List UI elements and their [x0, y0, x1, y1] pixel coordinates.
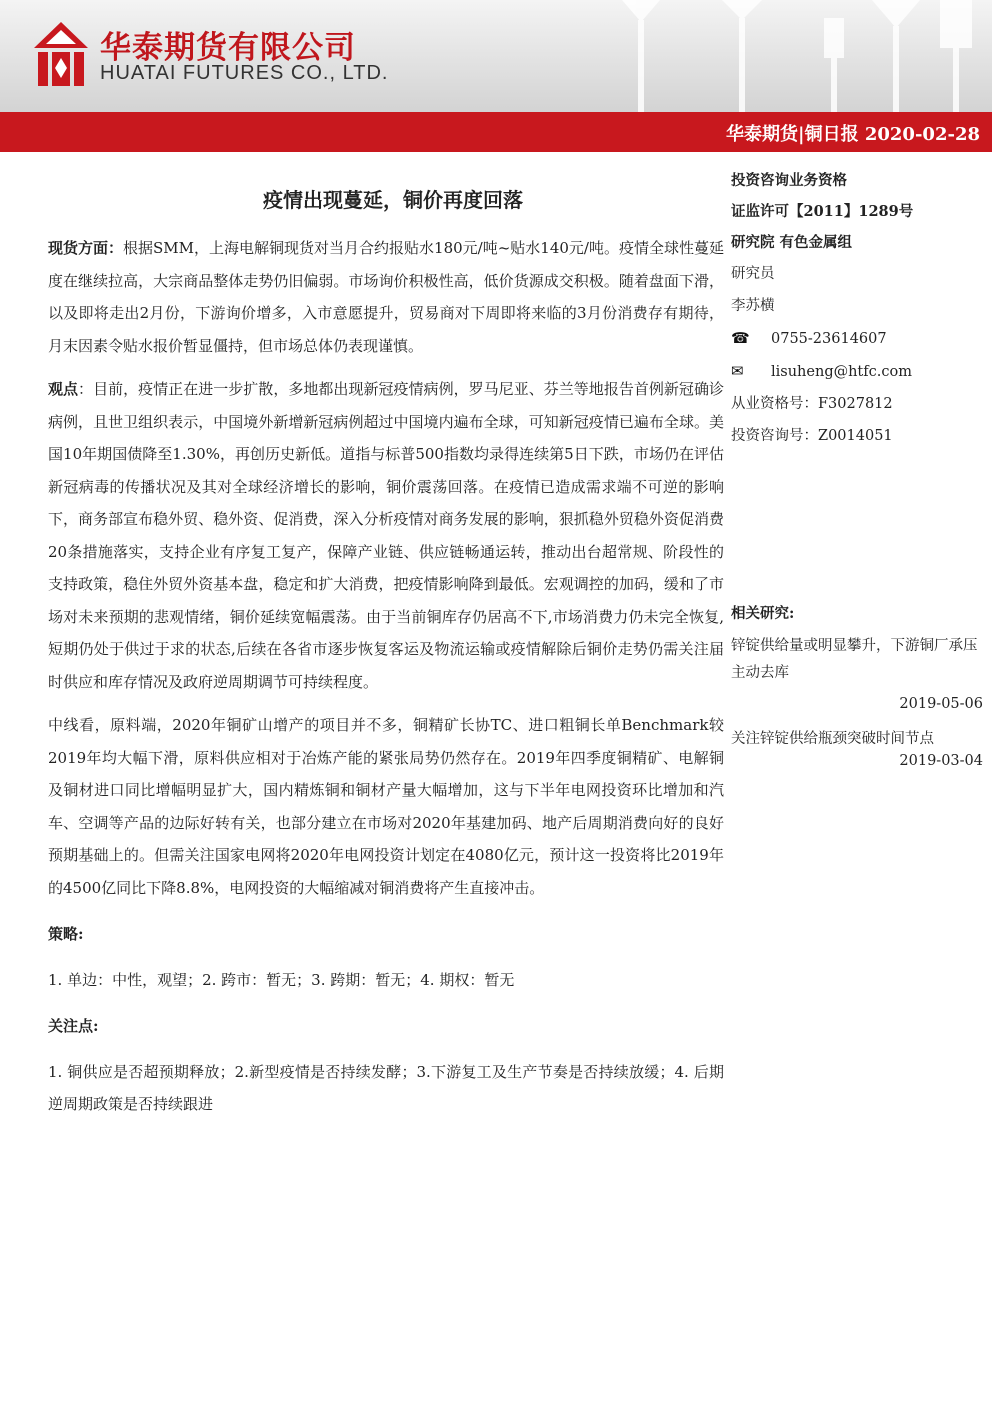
focus-text: 1. 铜供应是否超预期释放；2.新型疫情是否持续发酵；3.下游复工及生产节奏是否持续放缓；4. 后期逆周期政策是否持续跟进 — [48, 1062, 724, 1113]
company-name-en: HUATAI FUTURES CO., LTD. — [100, 62, 389, 84]
email-row — [731, 355, 983, 388]
phone-icon: ☎ — [731, 329, 750, 347]
related-research — [731, 598, 983, 772]
company-logo — [34, 22, 88, 86]
strategy-heading: 策略: — [48, 925, 84, 943]
phone-number: 0755-23614607 — [771, 331, 887, 347]
related-item-date: 2019-03-04 — [899, 753, 983, 769]
report-banner-text: 华泰期货|铜日报 2020-02-28 — [726, 124, 980, 145]
view-text: ：目前，疫情正在进一步扩散，多地都出现新冠疫情病例，罗马尼亚、芬兰等地报告首例新冠确诊病例，且世卫组织表示，中国境外新增新冠病例超过中国境内遍布全球，可知新冠疫情已遍布全球。美国10年期国债降至1.30%，再创历史新低。道指与标普500指数均录得连续第5日下跌，市场仍在评估新冠病毒的传播状况及其对全球经济增长的影响，铜价震荡回落。在疫情已造成需求端不可逆的影响下，商务部宣布稳外贸、稳外资、促消费，深入分析疫情对商务发展的影响，狠抓稳外贸稳外资促消费20条措施落实，支持企业有序复工复产，保障产业链、供应链畅通运转，推动出台超常规、阶段性的支持政策，稳住外贸外资基本盘，稳定和扩大消费，把疫情影响降到最低。宏观调控的加码，缓和了市场对未来预期的悲观情绪，铜价延续宽幅震荡。由于当前铜库存仍居高不下,市场消费力仍未完全恢复,短期仍处于供过于求的状态,后续在各省市逐步恢复客运及物流运输或疫情解除后铜价走势仍需关注届时供应和库存情况及政府逆周期调节可持续程度。 — [48, 380, 724, 691]
analyst-sidebar — [731, 165, 983, 452]
midterm-paragraph: 中线看，原料端，2020年铜矿山增产的项目并不多，铜精矿长协TC、进口粗铜长单Benchmark较2019年均大幅下滑，原料供应相对于冶炼产能的紧张局势仍然存在。2019年四季度铜精矿、电解铜及铜材进口同比增幅明显扩大，国内精炼铜和铜材产量大幅增加，这与下半年电网投资环比增加和汽车、空调等产品的边际好转有关，也部分建立在市场对2020年基建加码、地产后周期消费向好的良好预期基础上的。但需关注国家电网将2020年电网投资计划定在4080亿元，预计这一投资将比2019年的4500亿同比下降8.8%，电网投资的大幅缩减对铜消费将产生直接冲击。 — [48, 716, 724, 897]
email-address[interactable]: lisuheng@htfc.com — [771, 364, 912, 380]
related-item[interactable]: 关注锌锭供给瓶颈突破时间节点 — [731, 731, 934, 747]
report-banner — [0, 112, 992, 152]
focus-heading: 关注点: — [48, 1017, 99, 1035]
view-paragraph — [48, 373, 724, 698]
company-name-cn: 华泰期货有限公司 — [100, 30, 356, 66]
certificate-number: 从业资格号：F3027812 — [731, 396, 893, 412]
phone-row — [731, 322, 983, 355]
consult-number: 投资咨询号：Z0014051 — [731, 428, 893, 444]
department: 研究院 有色金属组 — [731, 234, 853, 251]
report-body — [48, 180, 724, 1132]
analyst-name: 李苏横 — [731, 298, 775, 314]
license-number: 证监许可【2011】1289号 — [731, 203, 914, 220]
strategy-text: 1. 单边：中性，观望；2. 跨市：暂无；3. 跨期：暂无；4. 期权：暂无 — [48, 970, 515, 989]
related-item-date: 2019-05-06 — [899, 696, 983, 712]
spot-label: 现货方面： — [48, 239, 124, 257]
report-title: 疫情出现蔓延，铜价再度回落 — [263, 188, 523, 212]
spot-paragraph — [48, 232, 724, 362]
related-item[interactable]: 锌锭供给量或明显攀升，下游铜厂承压主动去库 — [731, 638, 978, 681]
page-header — [0, 0, 992, 112]
spot-text: 根据SMM，上海电解铜现货对当月合约报贴水180元/吨~贴水140元/吨。疫情全球性蔓延度在继续拉高，大宗商品整体走势仍旧偏弱。市场询价积极性高，低价货源成交积极。随着盘面下滑，以及即将走出2月份，下游询价增多，入市意愿提升，贸易商对下周即将来临的3月份消费存有期待，月末因素令贴水报价暂显僵持，但市场总体仍表现谨慎。 — [48, 239, 724, 355]
header-decoration — [472, 0, 992, 112]
related-title: 相关研究: — [731, 605, 795, 622]
analyst-role: 研究员 — [731, 266, 775, 282]
view-label: 观点 — [48, 380, 79, 398]
email-icon: ✉ — [731, 362, 744, 380]
qualification-title: 投资咨询业务资格 — [731, 172, 847, 189]
